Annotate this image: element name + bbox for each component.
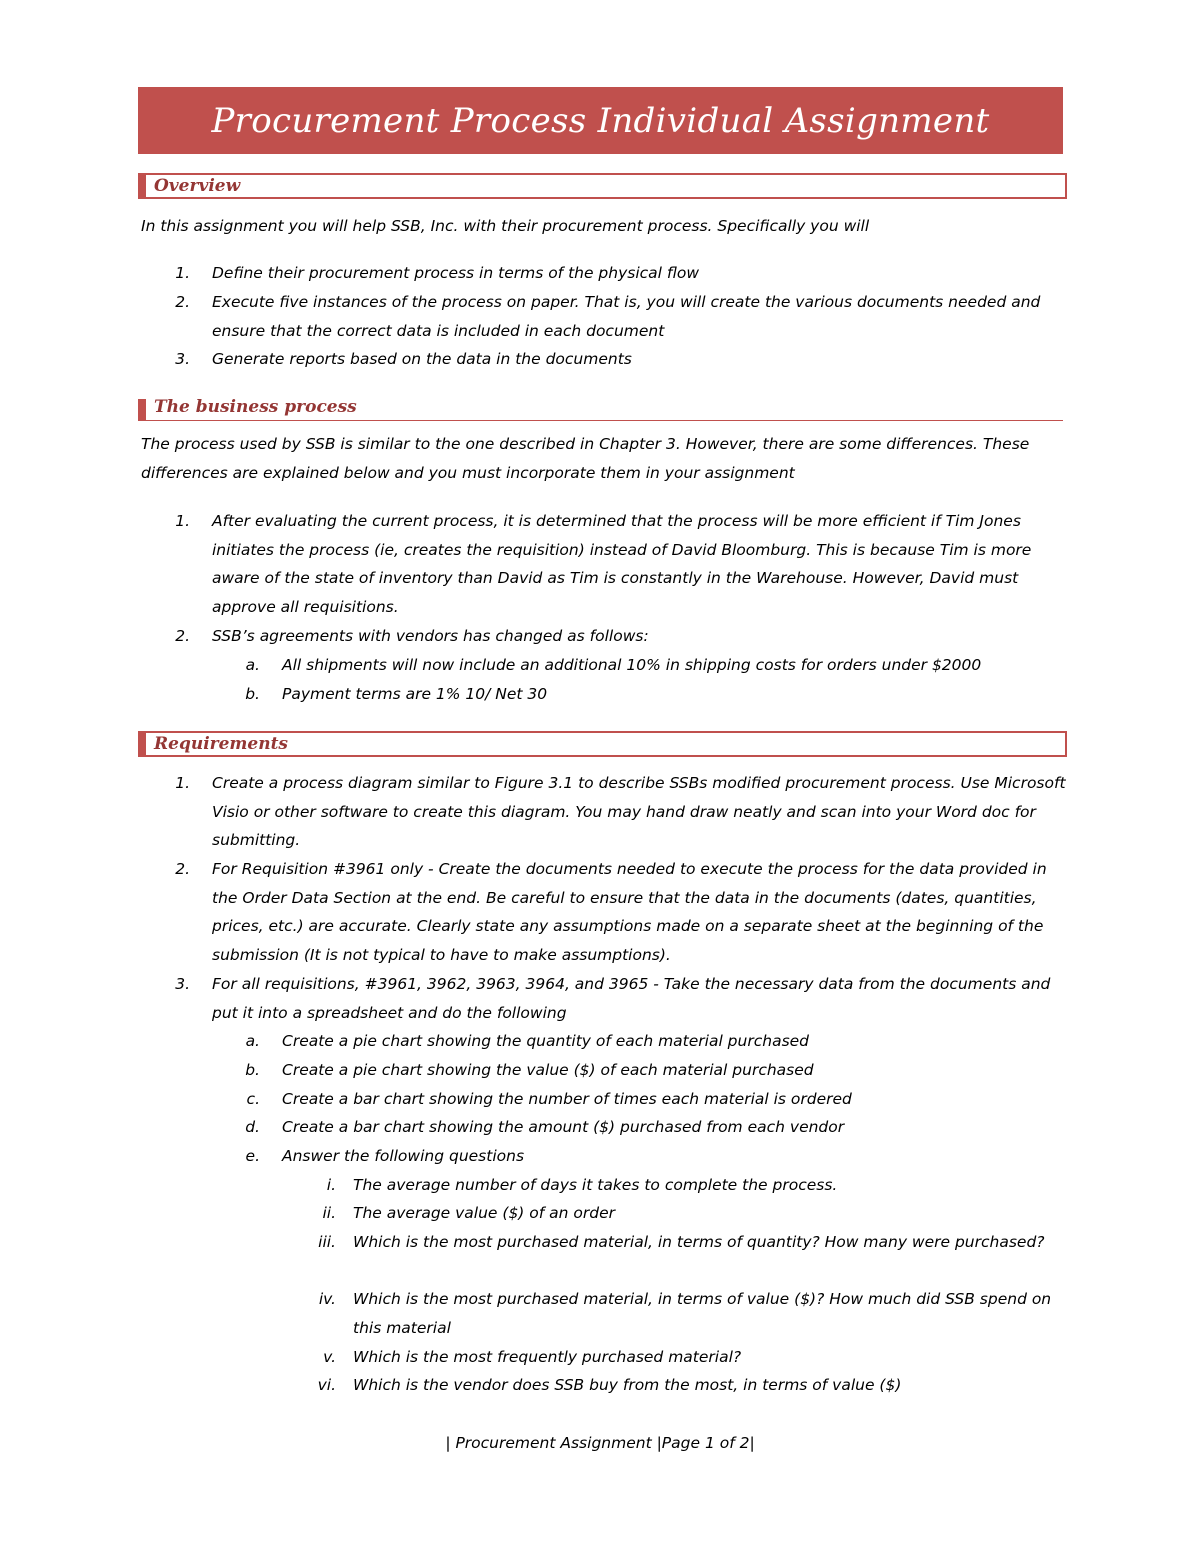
document-title: Procurement Process Individual Assignment — [211, 100, 990, 141]
overview-heading: Overview — [154, 176, 241, 196]
requirements-heading: Requirements — [154, 734, 289, 754]
business-intro-line-2: differences are explained below and you must incorporate them in your assignment — [141, 464, 795, 482]
requirements-heading-box — [138, 731, 1067, 757]
document-page: Procurement Process Individual Assignment Overview In this assignment you will help SSB, Inc. with their procurement process. Specifically you will 1. Define their procurement process in terms of the physical flow 2. Execute five instances of the process on paper. That is, you will create the various documents needed and ensure that the correct data is included in each document 3. Generate reports based on the data in the documents The business process The process used by SSB is similar to the one described in Chapter 3. However, there are some differences. These differences are explained below and you must incorporate them in your assignment 1. After evaluating the current process, it is determined that the process will be more efficient if Tim Jones initiates the process (ie, creates the requisition) instead of David Bloomburg. This is because Tim is more aware of the state of inventory than David as Tim is constantly in the Warehouse. However, David must approve all requisitions. 2. SSB’s agreements with vendors has changed as follows: a. All shipments will now include an additional 10% in shipping costs for orders under $2000 b. Payment terms are 1% 10/ Net 30 Requirements 1. Create a process diagram similar to Figure 3.1 to describe SSBs modified procurement process. Use Microsoft Visio or other software to create this diagram. You may hand draw neatly and scan into your Word doc for submitting. 2. For Requisition #3961 only - Create the documents needed to execute the process for the data provided in the Order Data Section at the end. Be careful to ensure that the data in the documents (dates, quantities, prices, etc.) are accurate. Clearly state any assumptions made on a separate sheet at the beginning of the submission (It is not typical to have to make assumptions). 3. For all requisitions, #3961, 3962, 3963, 3964, and 3965 - Take the necessary data from the documents and put it into a spreadsheet and do the following a. Create a pie chart showing the quantity of each material purchased b. Create a pie chart showing the value ($) of each material purchased c. Create a bar chart showing the number of times each material is ordered d. Create a bar chart showing the amount ($) purchased from each vendor e. Answer the following questions i. The average number of days it takes to complete the process. ii. The average value ($) of an order iii. Which is the most purchased material, in terms of quantity? How many were purchased? iv. Which is the most purchased material, in terms of value ($)? How much did SSB spend on this material v. Which is the most frequently purchased material? vi. Which is the vendor does SSB buy from the most, in terms of value ($) | Procurement Assignment |Page 1 of 2| — [0, 0, 1200, 1553]
overview-heading-box — [138, 173, 1067, 199]
business-intro-line-1: The process used by SSB is similar to the one described in Chapter 3. However, there are some differences. These — [141, 435, 1030, 453]
overview-intro: In this assignment you will help SSB, Inc. with their procurement process. Specifically you will — [141, 217, 870, 235]
page-footer: | Procurement Assignment |Page 1 of 2| — [445, 1434, 755, 1452]
title-banner — [138, 87, 1063, 154]
business-process-heading: The business process — [154, 397, 357, 417]
business-process-heading-box — [138, 399, 1063, 421]
